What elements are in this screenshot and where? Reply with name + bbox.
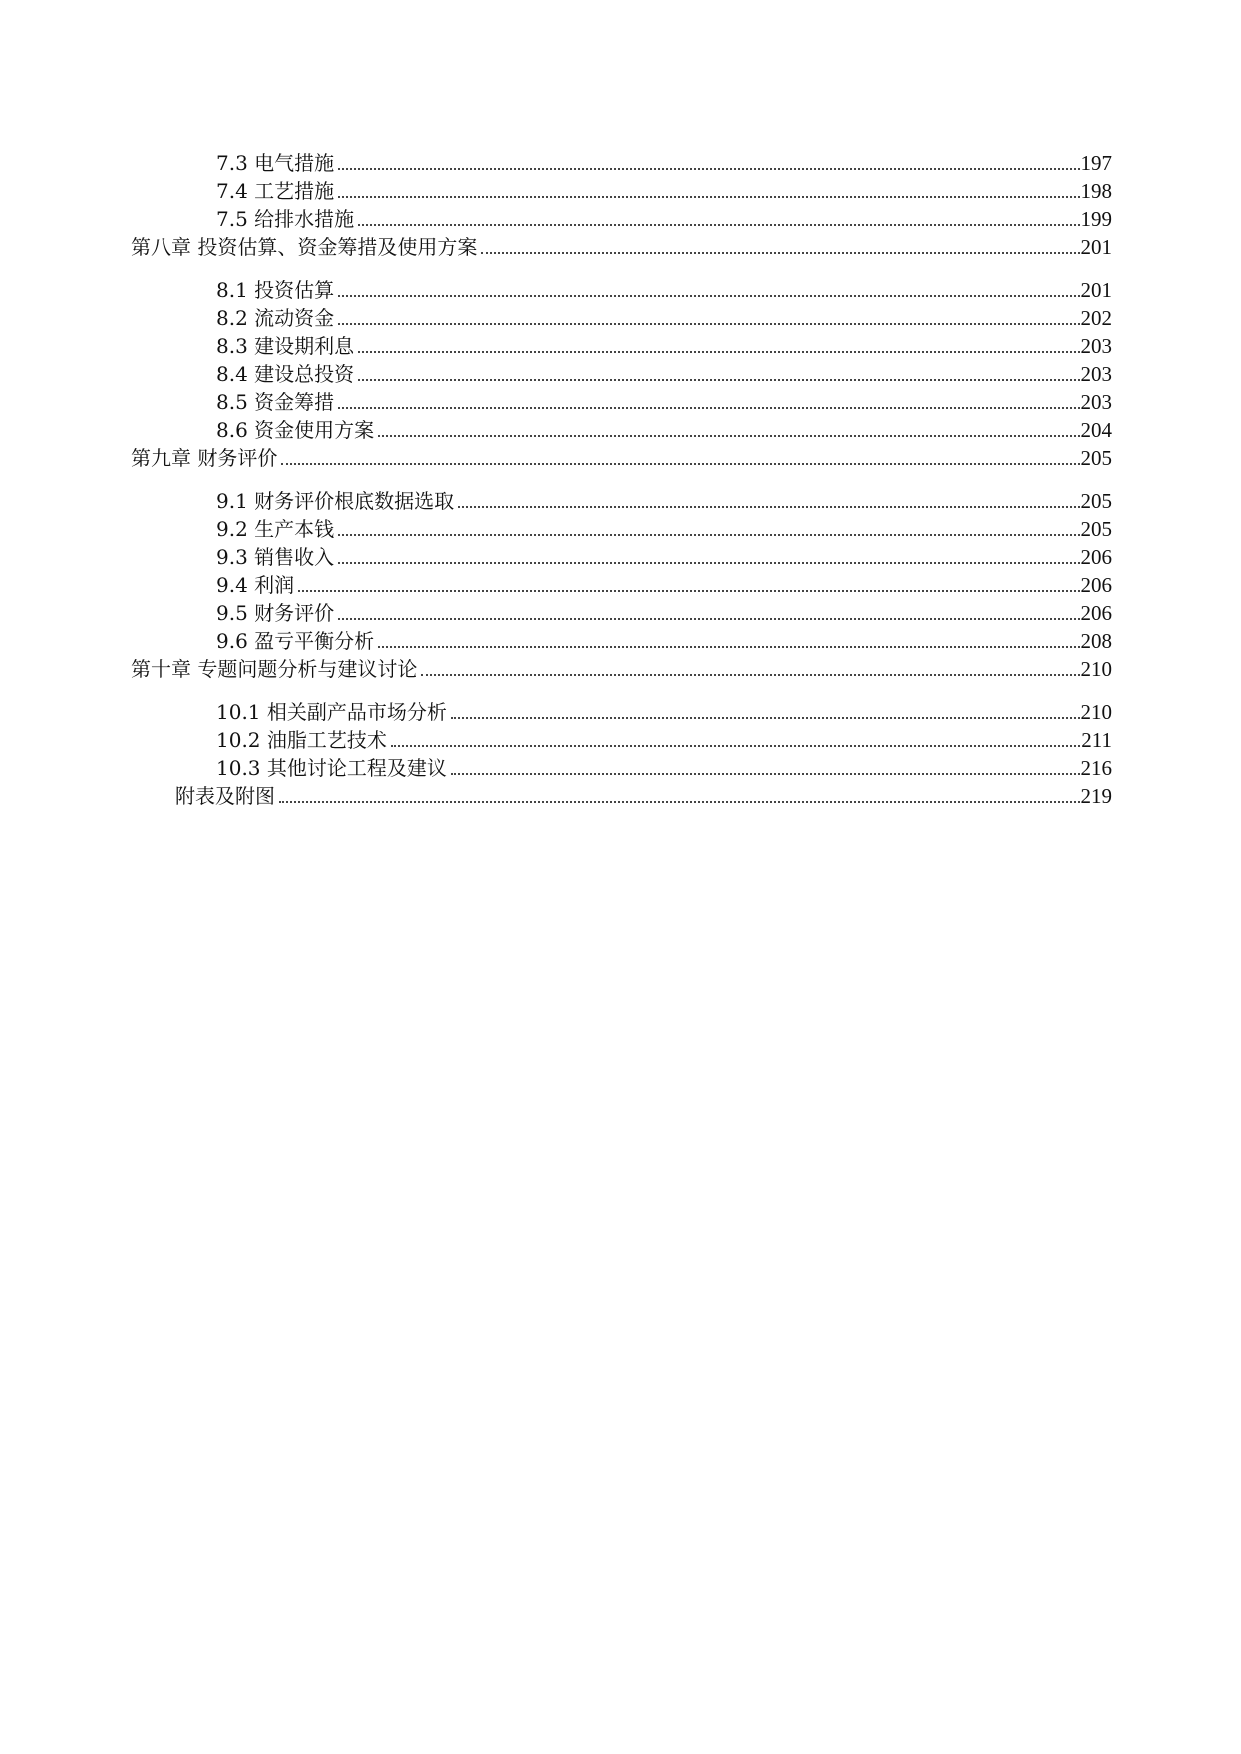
toc-entry-label: 10.2 油脂工艺技术 xyxy=(216,728,387,752)
toc-entry-label: 8.1 投资估算 xyxy=(216,278,335,302)
toc-entry-page: 211 xyxy=(1081,728,1112,752)
toc-entry xyxy=(216,600,1112,626)
toc-entry-page: 210 xyxy=(1080,657,1112,681)
toc-entry xyxy=(216,305,1112,331)
dot-leader xyxy=(338,534,1079,536)
toc-entry-label: 10.3 其他讨论工程及建议 xyxy=(216,756,447,780)
toc-entry-label: 8.6 资金使用方案 xyxy=(216,418,375,442)
dot-leader xyxy=(451,717,1080,719)
toc-entry xyxy=(216,727,1112,753)
toc-entry-label: 7.4 工艺措施 xyxy=(216,179,335,203)
toc-entry xyxy=(216,488,1112,514)
toc-entry-page: 219 xyxy=(1080,784,1112,808)
toc-entry-page: 208 xyxy=(1080,629,1112,653)
toc-entry xyxy=(216,361,1112,387)
dot-leader xyxy=(378,646,1079,648)
dot-leader xyxy=(358,379,1079,381)
toc-entry-label: 8.3 建设期利息 xyxy=(216,334,355,358)
dot-leader xyxy=(298,590,1079,592)
toc-entry xyxy=(216,755,1112,781)
toc-entry xyxy=(216,572,1112,598)
toc-entry-label: 8.2 流动资金 xyxy=(216,306,335,330)
dot-leader xyxy=(421,674,1079,676)
dot-leader xyxy=(338,295,1079,297)
dot-leader xyxy=(451,773,1080,775)
toc-entry-page: 205 xyxy=(1080,489,1112,513)
toc-entry-page: 197 xyxy=(1080,151,1112,175)
toc-entry-page: 204 xyxy=(1080,418,1112,442)
toc-entry-page: 206 xyxy=(1080,601,1112,625)
toc-entry xyxy=(216,178,1112,204)
toc-entry-label: 7.5 给排水措施 xyxy=(216,207,355,231)
toc-entry-page: 206 xyxy=(1080,545,1112,569)
toc-chapter-entry xyxy=(131,656,1112,682)
dot-leader xyxy=(458,506,1079,508)
dot-leader xyxy=(378,435,1079,437)
toc-entry-page: 206 xyxy=(1080,573,1112,597)
toc-entry-label: 第八章 投资估算、资金筹措及使用方案 xyxy=(131,235,478,259)
toc-entry xyxy=(216,417,1112,443)
toc-entry xyxy=(216,628,1112,654)
toc-entry xyxy=(216,516,1112,542)
dot-leader xyxy=(358,351,1079,353)
toc-entry-label: 10.1 相关副产品市场分析 xyxy=(216,700,447,724)
toc-chapter-entry xyxy=(131,445,1112,471)
toc-entry-page: 202 xyxy=(1080,306,1112,330)
dot-leader xyxy=(358,224,1079,226)
dot-leader xyxy=(281,463,1079,465)
toc-entry-page: 201 xyxy=(1080,278,1112,302)
toc-entry-page: 203 xyxy=(1080,362,1112,386)
dot-leader xyxy=(338,407,1079,409)
dot-leader xyxy=(481,252,1079,254)
toc-appendix-entry xyxy=(175,783,1112,809)
dot-leader xyxy=(338,562,1079,564)
dot-leader xyxy=(279,801,1080,803)
toc-entry-page: 216 xyxy=(1080,756,1112,780)
toc-entry-label: 9.2 生产本钱 xyxy=(216,517,335,541)
toc-entry-label: 9.1 财务评价根底数据选取 xyxy=(216,489,455,513)
toc-entry xyxy=(216,150,1112,176)
toc-entry-label: 9.5 财务评价 xyxy=(216,601,335,625)
toc-entry-label: 7.3 电气措施 xyxy=(216,151,335,175)
toc-entry-label: 9.3 销售收入 xyxy=(216,545,335,569)
toc-entry-page: 205 xyxy=(1080,517,1112,541)
toc-entry-page: 198 xyxy=(1080,179,1112,203)
toc-entry-label: 8.4 建设总投资 xyxy=(216,362,355,386)
toc-entry xyxy=(216,544,1112,570)
toc-entry xyxy=(216,699,1112,725)
toc-entry-label: 附表及附图 xyxy=(175,784,275,808)
toc-chapter-entry xyxy=(131,234,1112,260)
toc-entry-label: 9.6 盈亏平衡分析 xyxy=(216,629,375,653)
toc-entry-page: 201 xyxy=(1080,235,1112,259)
toc-entry xyxy=(216,389,1112,415)
toc-entry-label: 8.5 资金筹措 xyxy=(216,390,335,414)
toc-entry xyxy=(216,277,1112,303)
toc-entry-label: 第十章 专题问题分析与建议讨论 xyxy=(131,657,418,681)
toc-entry-label: 第九章 财务评价 xyxy=(131,446,278,470)
toc-entry xyxy=(216,333,1112,359)
toc-entry-page: 205 xyxy=(1080,446,1112,470)
toc-entry-page: 203 xyxy=(1080,334,1112,358)
toc-entry-page: 210 xyxy=(1080,700,1112,724)
dot-leader xyxy=(391,745,1080,747)
toc-entry xyxy=(216,206,1112,232)
toc-entry-page: 203 xyxy=(1080,390,1112,414)
dot-leader xyxy=(338,196,1079,198)
dot-leader xyxy=(338,323,1079,325)
toc-entry-page: 199 xyxy=(1080,207,1112,231)
toc-entry-label: 9.4 利润 xyxy=(216,573,295,597)
dot-leader xyxy=(338,618,1079,620)
dot-leader xyxy=(338,168,1079,170)
